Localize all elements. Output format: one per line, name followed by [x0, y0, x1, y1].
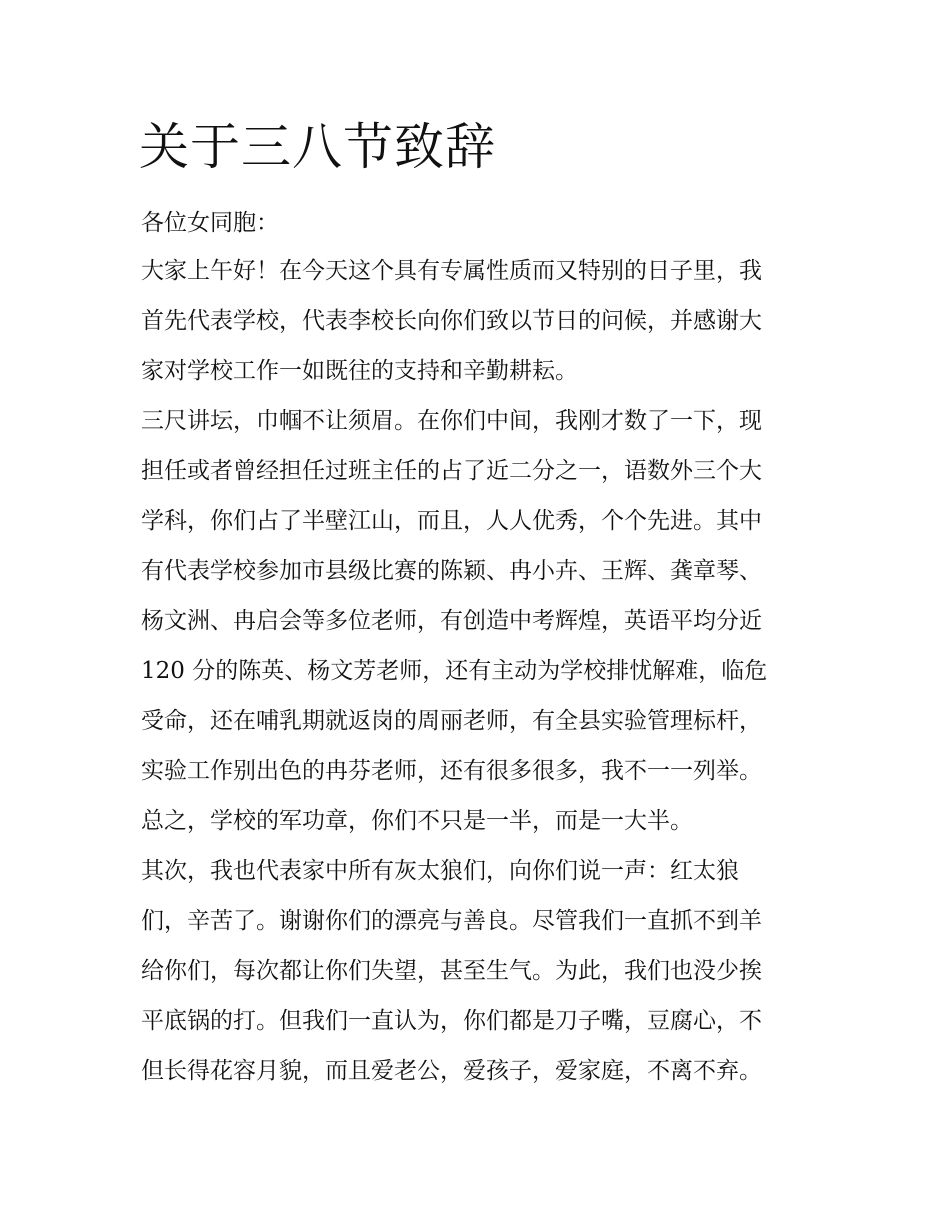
body-line: 其次，我也代表家中所有灰太狼们，向你们说一声：红太狼 — [141, 858, 739, 884]
body-line: 家对学校工作一如既往的支持和辛勤耕耘。 — [141, 358, 578, 384]
body-line: 受命，还在哺乳期就返岗的周丽老师，有全县实验管理标杆， — [141, 708, 762, 734]
body-line: 总之，学校的军功章，你们不只是一半，而是一大半。 — [141, 808, 693, 834]
body-line: 但长得花容月貌，而且爱老公，爱孩子，爱家庭，不离不弃。 — [141, 1058, 762, 1084]
body-line: 实验工作别出色的冉芬老师，还有很多很多，我不一一列举。 — [141, 758, 762, 784]
body-line: 们，辛苦了。谢谢你们的漂亮与善良。尽管我们一直抓不到羊 — [141, 908, 762, 934]
body-line: 三尺讲坛，巾帼不让须眉。在你们中间，我刚才数了一下，现 — [141, 408, 762, 434]
body-line: 平底锅的打。但我们一直认为，你们都是刀子嘴，豆腐心，不 — [141, 1008, 762, 1034]
body-line: 给你们，每次都让你们失望，甚至生气。为此，我们也没少挨 — [141, 958, 762, 984]
body-line: 120 分的陈英、杨文芳老师，还有主动为学校排忧解难，临危 — [141, 658, 768, 684]
body-line: 担任或者曾经担任过班主任的占了近二分之一，语数外三个大 — [141, 458, 762, 484]
document-title: 关于三八节致辞 — [139, 118, 496, 176]
body-line: 有代表学校参加市县级比赛的陈颖、冉小卉、王辉、龚章琴、 — [141, 558, 762, 584]
body-line: 学科，你们占了半壁江山，而且，人人优秀，个个先进。其中 — [141, 508, 762, 534]
body-line: 首先代表学校，代表李校长向你们致以节日的问候，并感谢大 — [141, 308, 762, 334]
body-line: 大家上午好！在今天这个具有专属性质而又特别的日子里，我 — [141, 258, 762, 284]
salutation: 各位女同胞： — [141, 210, 279, 236]
body-line: 杨文洲、冉启会等多位老师，有创造中考辉煌，英语平均分近 — [141, 608, 762, 634]
